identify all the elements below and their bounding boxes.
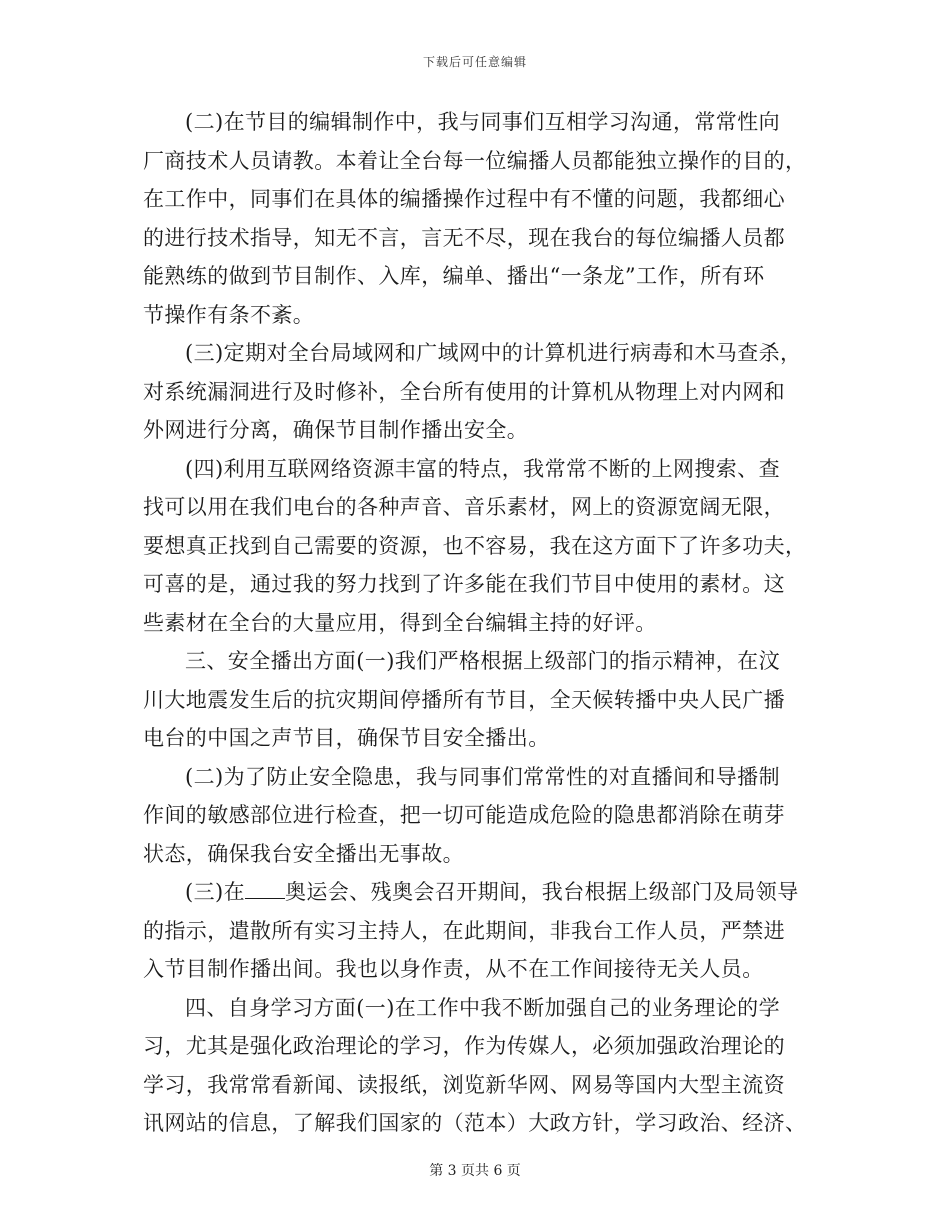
text-line: 对系统漏洞进行及时修补，全台所有使用的计算机从物理上对内网和 <box>143 379 785 404</box>
text-line: 四、自身学习方面(一)在工作中我不断加强自己的业务理论的学 <box>185 995 780 1020</box>
text-line: (二)在节目的编辑制作中，我与同事们互相学习沟通，常常性向 <box>185 110 780 134</box>
text-line: 川大地震发生后的抗灾期间停播所有节目，全天候转播中央人民广播 <box>143 687 785 712</box>
text-line: 些素材在全台的大量应用，得到全台编辑主持的好评。 <box>143 610 657 635</box>
text-line: (三)定期对全台局域网和广域网中的计算机进行病毒和木马查杀， <box>185 341 802 365</box>
text-line: 电台的中国之声节目，确保节目安全播出。 <box>143 726 550 750</box>
text-line: 要想真正找到自己需要的资源，也不容易，我在这方面下了许多功夫， <box>143 533 807 558</box>
text-line: 三、安全播出方面(一)我们严格根据上级部门的指示精神，在汶 <box>185 649 780 673</box>
paragraph <box>143 334 807 450</box>
text-line: 作间的敏感部位进行检查，把一切可能造成危险的隐患都消除在萌芽 <box>143 803 785 827</box>
text-line: (四)利用互联网络资源丰富的特点，我常常不断的上网搜索、查 <box>185 456 780 481</box>
text-line: 状态，确保我台安全播出无事故。 <box>143 841 464 866</box>
paragraph <box>143 103 807 334</box>
text-fragment: (三)在 <box>185 880 245 904</box>
text-line: 习，尤其是强化政治理论的学习，作为传媒人，必须加强政治理论的 <box>143 1034 785 1058</box>
fill-in-blank <box>245 880 285 899</box>
text-line: 外网进行分离，确保节目制作播出安全。 <box>143 418 529 442</box>
text-line: 入节目制作播出间。我也以身作责，从不在工作间接待无关人员。 <box>143 957 764 981</box>
paragraph <box>143 642 807 758</box>
text-line: (二)为了防止安全隐患，我与同事们常常性的对直播间和导播制 <box>185 764 780 789</box>
text-line: 的指示，遣散所有实习主持人，在此期间，非我台工作人员，严禁进 <box>143 918 785 943</box>
text-line: 节操作有条不紊。 <box>143 302 315 327</box>
text-line <box>143 873 807 912</box>
text-line: 讯网站的信息，了解我们国家的（范本）大政方针，学习政治、经济、 <box>143 1111 807 1135</box>
text-fragment: 奥运会、残奥会召开期间，我台根据上级部门及局领导 <box>285 880 799 904</box>
document-body <box>143 103 807 1143</box>
paragraph <box>143 989 807 1143</box>
text-line: 学习，我常常看新闻、读报纸，浏览新华网、网易等国内大型主流资 <box>143 1072 785 1097</box>
text-line: 可喜的是，通过我的努力找到了许多能在我们节目中使用的素材。这 <box>143 572 785 596</box>
page-footer: 第 3 页共 6 页 <box>429 1163 521 1179</box>
text-line: 的进行技术指导，知无不言，言无不尽，现在我台的每位编播人员都 <box>143 225 785 250</box>
paragraph <box>143 758 807 874</box>
paragraph <box>143 873 807 989</box>
text-line: 找可以用在我们电台的各种声音、音乐素材，网上的资源宽阔无限， <box>143 495 785 519</box>
page-header: 下载后可任意编辑 <box>422 55 527 69</box>
text-line: 厂商技术人员请教。本着让全台每一位编播人员都能独立操作的目的， <box>143 148 807 173</box>
text-line: 在工作中，同事们在具体的编播操作过程中有不懂的问题，我都细心 <box>143 187 785 211</box>
paragraph <box>143 450 807 643</box>
text-line: 能熟练的做到节目制作、入库，编单、播出“一条龙”工作，所有环 <box>143 264 765 288</box>
